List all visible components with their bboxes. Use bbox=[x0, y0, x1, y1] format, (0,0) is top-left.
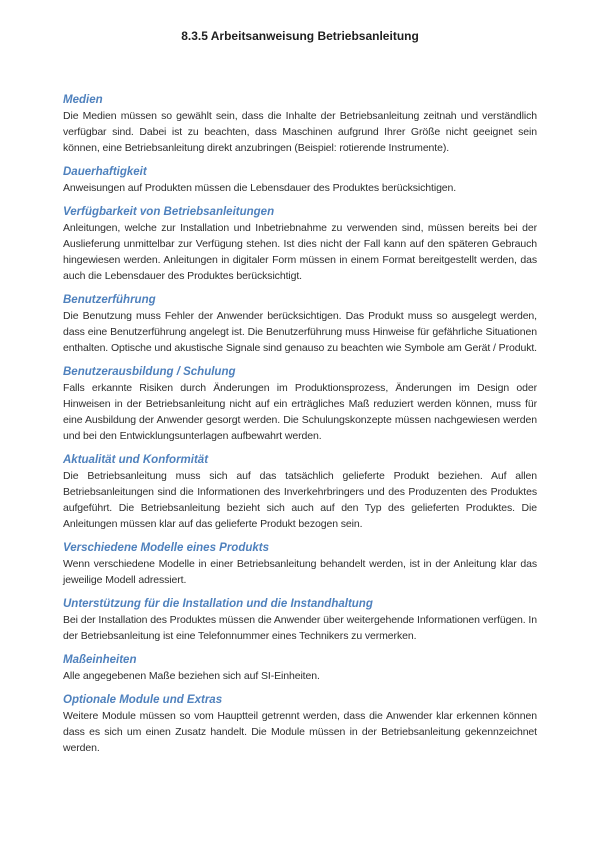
document-section bbox=[63, 453, 537, 532]
section-paragraph: Anleitungen, welche zur Installation und Inbetriebnahme zu verwenden sind, müssen bereits bei der Auslieferung unmittelbar zur Verfügung stehen. Ist dies nicht der Fall kann auf den späteren Gebrauch hingewiesen werden. Anleitungen in digitaler Form müssen in einem Format bereitgestellt werden, das auch die Lebensdauer des Produktes berücksichtigt. bbox=[63, 222, 537, 282]
document-section bbox=[63, 541, 537, 588]
section-paragraph: Anweisungen auf Produkten müssen die Lebensdauer des Produktes berücksichtigen. bbox=[63, 182, 457, 194]
section-heading: Benutzerausbildung / Schulung bbox=[63, 366, 236, 378]
document-section bbox=[63, 365, 537, 444]
section-paragraph: Die Medien müssen so gewählt sein, dass die Inhalte der Betriebsanleitung zeitnah und verständlich verfügbar sind. Dabei ist zu beachten, dass Maschinen aufgrund Ihrer Größe nicht geeignet sein können, eine Betriebsanleitung direkt anzubringen (Beispiel: rotierende Instrumente). bbox=[63, 110, 537, 154]
section-heading: Dauerhaftigkeit bbox=[63, 166, 147, 178]
section-heading: Medien bbox=[63, 94, 103, 106]
document-section bbox=[63, 597, 537, 644]
document-section bbox=[63, 205, 537, 284]
sections-container bbox=[63, 93, 537, 756]
section-heading: Aktualität und Konformität bbox=[63, 454, 209, 466]
section-heading: Verschiedene Modelle eines Produkts bbox=[63, 542, 270, 554]
section-paragraph: Weitere Module müssen so vom Hauptteil getrennt werden, dass die Anwender klar erkennen können dass es sich um einen Zusatz handelt. Die Module müssen in der Betriebsanleitung gekennzeichnet werden. bbox=[63, 710, 537, 754]
section-paragraph: Alle angegebenen Maße beziehen sich auf SI-Einheiten. bbox=[63, 670, 320, 682]
section-heading: Unterstützung für die Installation und die Instandhaltung bbox=[63, 598, 373, 610]
section-paragraph: Falls erkannte Risiken durch Änderungen im Produktionsprozess, Änderungen im Design oder Hinweisen in der Betriebsanleitung nicht auf ein erträgliches Maß reduziert werden können, muss für eine Ausbildung der Anwender gesorgt werden. Die Schulungskonzepte müssen nachgewiesen werden und bei den Entwicklungsunterlagen aufbewahrt werden. bbox=[63, 382, 537, 442]
section-heading: Benutzerführung bbox=[63, 294, 156, 306]
section-paragraph: Die Betriebsanleitung muss sich auf das tatsächlich gelieferte Produkt beziehen. Auf allen Betriebsanleitungen sind die Informationen des Inverkehrbringers und des Produzenten des Produktes aufgeführt. Die Betriebsanleitung bezieht sich auch auf den Typ des gelieferten Produktes. Die Anleitungen müssen klar auf das gelieferte Produkt bezogen sein. bbox=[63, 470, 537, 530]
section-paragraph: Die Benutzung muss Fehler der Anwender berücksichtigen. Das Produkt muss so ausgelegt werden, dass eine Benutzerführung angelegt ist. Die Benutzerführung muss Hinweise für gefährliche Situationen enthalten. Optische und akustische Signale sind genauso zu beachten wie Symbole am Gerät / Produkt. bbox=[63, 310, 537, 354]
section-paragraph: Bei der Installation des Produktes müssen die Anwender über weitergehende Informationen verfügen. In der Betriebsanleitung ist eine Telefonnummer eines Technikers zu vermerken. bbox=[63, 614, 537, 642]
document-section bbox=[63, 165, 537, 196]
section-paragraph: Wenn verschiedene Modelle in einer Betriebsanleitung behandelt werden, ist in der Anleitung klar das jeweilige Modell adressiert. bbox=[63, 558, 537, 586]
document-section bbox=[63, 653, 537, 684]
section-heading: Optionale Module und Extras bbox=[63, 694, 223, 706]
document-section bbox=[63, 293, 537, 356]
document-section bbox=[63, 693, 537, 756]
section-heading: Verfügbarkeit von Betriebsanleitungen bbox=[63, 206, 275, 218]
document-title: 8.3.5 Arbeitsanweisung Betriebsanleitung bbox=[181, 29, 419, 43]
document-section bbox=[63, 93, 537, 156]
section-heading: Maßeinheiten bbox=[63, 654, 137, 666]
